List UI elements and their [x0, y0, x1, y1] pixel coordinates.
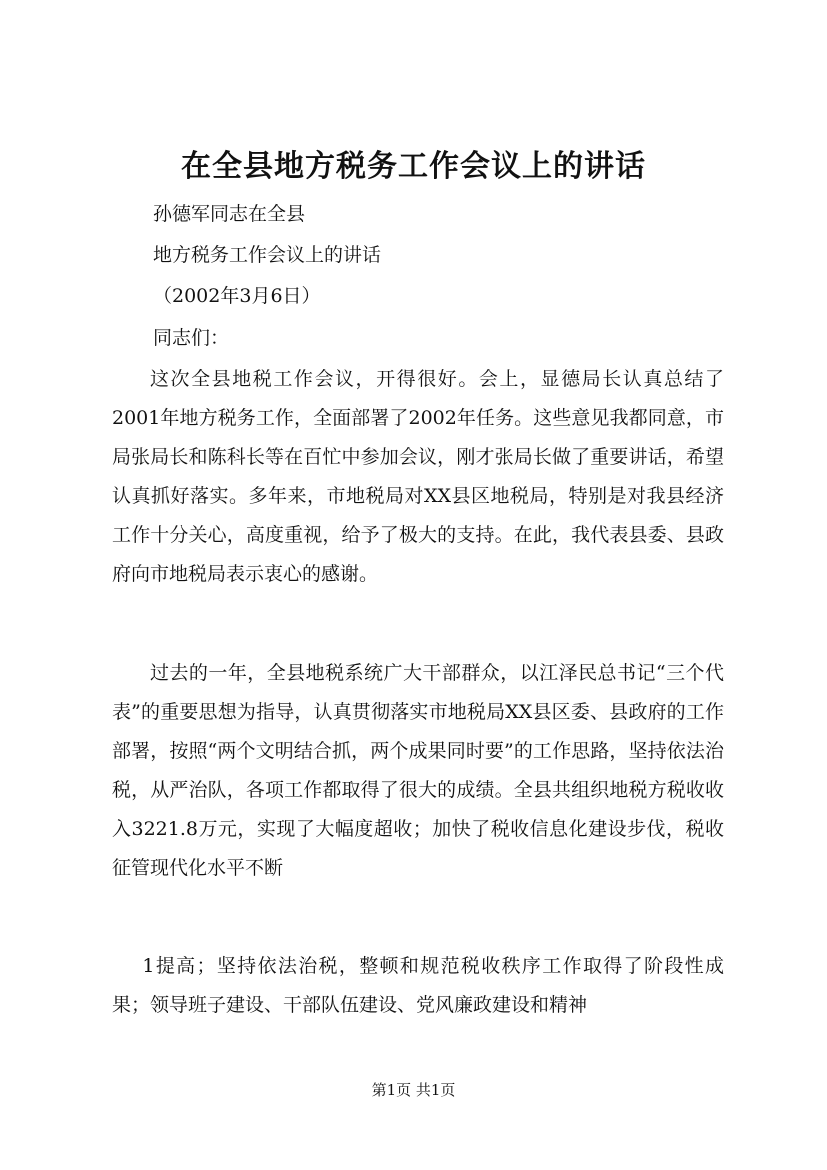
- paragraph: 1提高；坚持依法治税，整顿和规范税收秩序工作取得了阶段性成果；领导班子建设、干部队伍建设、党风廉政建设和精神: [112, 955, 724, 1016]
- document-title: 在全县地方税务工作会议上的讲话: [181, 149, 646, 184]
- paragraph-1-block: [112, 360, 724, 594]
- speaker-line: 孙德军同志在全县: [153, 203, 306, 225]
- salutation: 同志们：: [153, 327, 230, 349]
- paragraph-2-block: [112, 654, 724, 888]
- subtitle-line: 地方税务工作会议上的讲话: [153, 244, 382, 266]
- paragraph: 这次全县地税工作会议，开得很好。会上，显德局长认真总结了2001年地方税务工作，全面部署了2002年任务。这些意见我都同意，市局张局长和陈科长等在百忙中参加会议，刚才张局长做了重要讲话，希望认真抓好落实。多年来，市地税局对XX县区地税局，特别是对我县经济工作十分关心，高度重视，给予了极大的支持。在此，我代表县委、县政府向市地税局表示衷心的感谢。: [112, 368, 724, 585]
- date-line: （2002年3月6日）: [153, 285, 321, 307]
- page-footer: 第1页 共1页: [371, 1081, 456, 1099]
- paragraph: 过去的一年，全县地税系统广大干部群众，以江泽民总书记“三个代表”的重要思想为指导，认真贯彻落实市地税局XX县区委、县政府的工作部署，按照“两个文明结合抓，两个成果同时要”的工作思路，坚持依法治税，从严治队，各项工作都取得了很大的成绩。全县共组织地税方税收收入3221.8万元，实现了大幅度超收；加快了税收信息化建设步伐，税收征管现代化水平不断: [112, 662, 724, 879]
- paragraph-3-block: [112, 947, 724, 1025]
